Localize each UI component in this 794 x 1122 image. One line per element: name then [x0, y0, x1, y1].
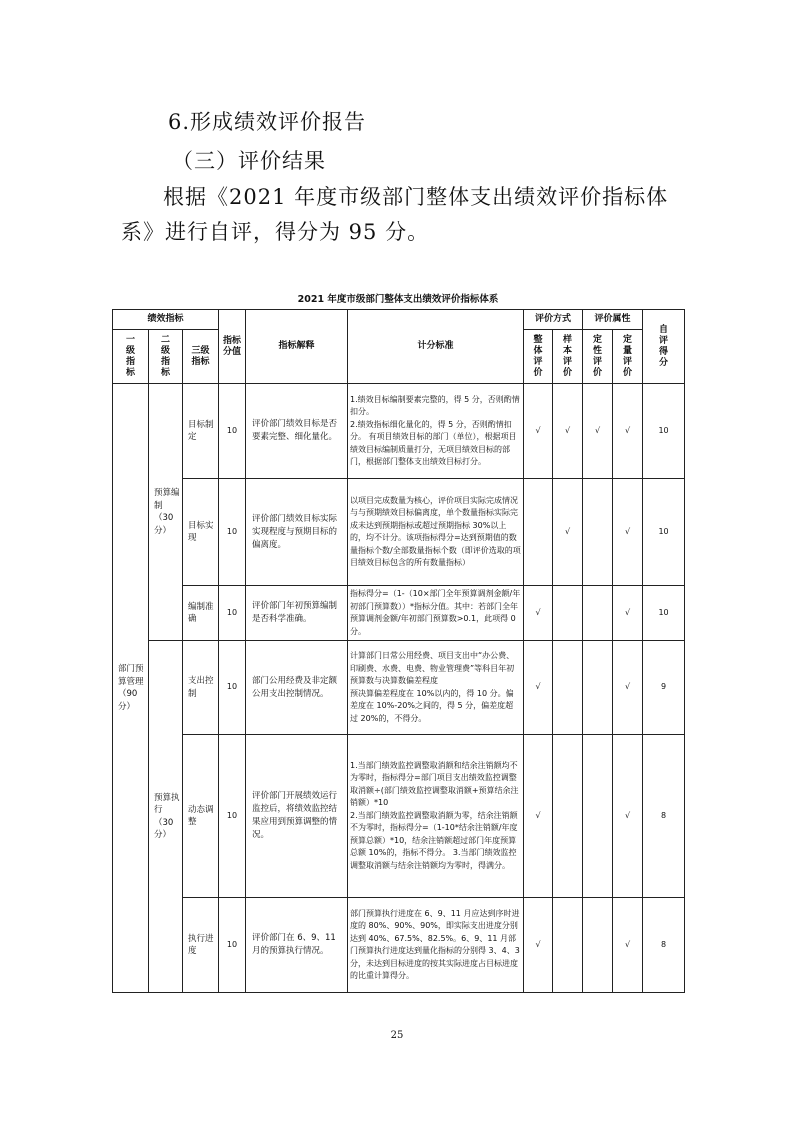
qualitative-mark	[583, 641, 613, 735]
level3-label: 目标制定	[183, 384, 219, 479]
overall-mark	[524, 479, 553, 586]
quantitative-mark: √	[613, 898, 643, 993]
header-level3: 三级指标	[183, 330, 219, 384]
header-perf-indicator: 绩效指标	[113, 310, 219, 330]
quantitative-mark: √	[613, 586, 643, 641]
section-heading-result: （三）评价结果	[172, 149, 326, 173]
self-score: 10	[643, 479, 685, 586]
self-score: 8	[643, 735, 685, 898]
indicator-explanation: 评价部门绩效目标是否要素完整、细化量化。	[246, 384, 348, 479]
indicator-explanation: 部门公用经费及非定额公用支出控制情况。	[246, 641, 348, 735]
quantitative-mark: √	[613, 384, 643, 479]
score-value: 10	[219, 735, 246, 898]
score-value: 10	[219, 479, 246, 586]
header-overall: 整体评价	[524, 330, 553, 384]
score-value: 10	[219, 641, 246, 735]
table-row	[113, 898, 685, 993]
self-score: 9	[643, 641, 685, 735]
level3-label: 支出控制	[183, 641, 219, 735]
header-sample: 样本评价	[553, 330, 583, 384]
table-title: 2021 年度市级部门整体支出绩效评价指标体系	[297, 294, 499, 305]
header-self-score: 自评得分	[643, 310, 685, 384]
qualitative-mark	[583, 735, 613, 898]
qualitative-mark	[583, 479, 613, 586]
scoring-criteria: 指标得分=（1-（10×部门全年预算调剂金额/年初部门预算数））*指标分值。其中：若部门全年预算调剂金额/年初部门预算数>0.1，此项得 0 分。	[348, 586, 524, 641]
header-level1: 一级指标	[113, 330, 149, 384]
indicator-explanation: 评价部门绩效目标实际实现程度与预期目标的偏离度。	[246, 479, 348, 586]
header-eval-attr: 评价属性	[583, 310, 643, 330]
quantitative-mark: √	[613, 641, 643, 735]
header-quantitative: 定量评价	[613, 330, 643, 384]
table-row	[113, 479, 685, 586]
overall-mark: √	[524, 641, 553, 735]
header-score-value: 指标分值	[219, 310, 246, 384]
header-qualitative: 定性评价	[583, 330, 613, 384]
overall-mark: √	[524, 898, 553, 993]
score-value: 10	[219, 384, 246, 479]
table-row	[113, 586, 685, 641]
header-level2: 二级指标	[149, 330, 183, 384]
qualitative-mark: √	[583, 384, 613, 479]
header-eval-method: 评价方式	[524, 310, 583, 330]
section-heading-report: 6.形成绩效评价报告	[168, 110, 367, 134]
scoring-criteria: 1.当部门绩效监控调整取消额和结余注销额均不为零时，指标得分=部门项目支出绩效监控调整取消额÷(部门绩效监控调整取消额+预算结余注销额）*10 2.当部门绩效监控调整取消额为零，结余注销额不为零时，指标得分=（1-10*结余注销额/年度预算总额）*10，结余注销额超过部门年度预算总额 10%的，指标不得分。 3.当部门绩效监控调整取消额与结余注销额均为零时，得满分。	[348, 735, 524, 898]
table-row	[113, 641, 685, 735]
self-score: 10	[643, 586, 685, 641]
level3-label: 编制准确	[183, 586, 219, 641]
header-criteria: 计分标准	[348, 310, 524, 384]
score-value: 10	[219, 586, 246, 641]
overall-mark: √	[524, 586, 553, 641]
quantitative-mark: √	[613, 735, 643, 898]
scoring-criteria: 以项目完成数量为核心，评价项目实际完成情况与与预期绩效目标偏离度，单个数量指标实际完成未达到预期指标或超过预期指标 30%以上的，均不计分。该项指标得分=达到预期值的数量指标个数/全部数量指标个数（即评价选取的项目绩效目标包含的所有数量指标）	[348, 479, 524, 586]
sample-mark: √	[553, 479, 583, 586]
level1-label: 部门预算管理（90分）	[113, 384, 149, 993]
table-row	[113, 735, 685, 898]
indicator-explanation: 评价部门开展绩效运行监控后，将绩效监控结果应用到预算调整的情况。	[246, 735, 348, 898]
sample-mark	[553, 641, 583, 735]
sample-mark	[553, 586, 583, 641]
overall-mark: √	[524, 735, 553, 898]
sample-mark	[553, 898, 583, 993]
sample-mark	[553, 735, 583, 898]
self-score: 8	[643, 898, 685, 993]
score-value: 10	[219, 898, 246, 993]
indicator-explanation: 评价部门年初预算编制是否科学准确。	[246, 586, 348, 641]
level3-label: 动态调整	[183, 735, 219, 898]
scoring-criteria: 计算部门日常公用经费、项目支出中“办公费、印刷费、水费、电费、物业管理费”等科目年初预算数与决算数偏差程度 预决算偏差程度在 10%以内的，得 10 分。偏差度在 10%-20%之间的，得 5 分，偏差度超过 20%的，不得分。	[348, 641, 524, 735]
level3-label: 目标实现	[183, 479, 219, 586]
sample-mark: √	[553, 384, 583, 479]
indicator-table	[112, 309, 685, 993]
level2-label: 预算执行（30分）	[149, 641, 183, 993]
overall-mark: √	[524, 384, 553, 479]
table-row	[113, 384, 685, 479]
indicator-explanation: 评价部门在 6、9、11 月的预算执行情况。	[246, 898, 348, 993]
scoring-criteria: 1.绩效目标编制要素完整的，得 5 分，否则酌情扣分。 2.绩效指标细化量化的，得 5 分，否则酌情扣分。 有项目绩效目标的部门（单位），根据项目绩效目标编制质量打分，无项目绩效目标的部门，根据部门整体支出绩效目标打分。	[348, 384, 524, 479]
self-score: 10	[643, 384, 685, 479]
quantitative-mark: √	[613, 479, 643, 586]
result-paragraph	[121, 180, 691, 250]
result-paragraph-text: 根据《2021 年度市级部门整体支出绩效评价指标体系》进行自评，得分为 95 分。	[121, 185, 669, 244]
qualitative-mark	[583, 898, 613, 993]
header-explanation: 指标解释	[246, 310, 348, 384]
scoring-criteria: 部门预算执行进度在 6、9、11 月应达到序时进度的 80%、90%、90%，即实际支出进度分别达到 40%、67.5%、82.5%。6、9、11 月部门预算执行进度达到量化指标的分别得 3、4、3 分，未达到目标进度的按其实际进度占目标进度的比重计算得分。	[348, 898, 524, 993]
level2-label: 预算编制（30分）	[149, 384, 183, 641]
page-number: 25	[390, 1030, 404, 1041]
qualitative-mark	[583, 586, 613, 641]
level3-label: 执行进度	[183, 898, 219, 993]
